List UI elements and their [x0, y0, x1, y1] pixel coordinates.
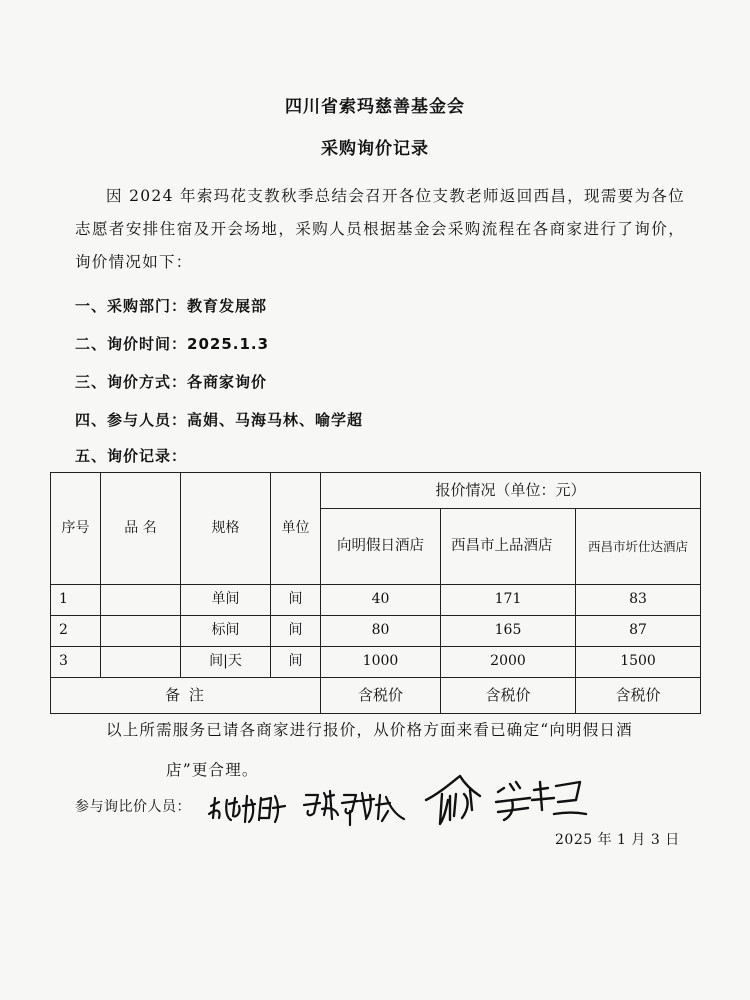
intro-paragraph: 因 2024 年索玛花支教秋季总结会召开各位支教老师返回西昌，现需要为各位志愿者安排住宿及开会场地，采购人员根据基金会采购流程在各商家进行了询价，询价情况如下：	[75, 187, 685, 271]
remark-3: 含税价	[576, 678, 701, 714]
row-name	[101, 585, 181, 616]
table-remarks-row	[51, 678, 701, 714]
signature-gao-juan	[205, 788, 290, 828]
row-name	[101, 616, 181, 647]
participants-label: 参与询比价人员：	[75, 799, 191, 815]
row-price-1: 40	[321, 585, 441, 616]
record-title: 采购询价记录	[321, 139, 429, 159]
vendor-3: 西昌市圻仕达酒店	[576, 509, 701, 585]
row-no: 1	[51, 585, 101, 616]
signature-ma-hai-ma-lin	[300, 785, 410, 830]
item-department-value: 教育发展部	[187, 297, 268, 315]
item-date-value: 2025.1.3	[187, 335, 270, 353]
item-department-label: 一、采购部门：	[75, 297, 188, 315]
row-price-3: 87	[576, 616, 701, 647]
item-records-label: 五、询价记录：	[75, 447, 188, 465]
row-price-2: 171	[441, 585, 576, 616]
table-row	[51, 647, 701, 678]
row-unit: 间	[271, 585, 321, 616]
item-records	[75, 445, 187, 466]
item-participants-value: 高娟、马海马林、喻学超	[187, 411, 364, 429]
col-header-unit: 单位	[271, 473, 321, 585]
table-header-row	[51, 473, 701, 509]
table-row	[51, 616, 701, 647]
row-no: 2	[51, 616, 101, 647]
remarks-label: 备 注	[51, 678, 321, 714]
col-header-price: 报价情况（单位：元）	[321, 473, 701, 509]
row-unit: 间	[271, 616, 321, 647]
col-header-name: 品 名	[101, 473, 181, 585]
table-row	[51, 585, 701, 616]
item-participants-label: 四、参与人员：	[75, 411, 188, 429]
col-header-no: 序号	[51, 473, 101, 585]
conclusion-line-2: 店”更合理。	[166, 761, 259, 779]
row-price-3: 1500	[576, 647, 701, 678]
row-price-1: 80	[321, 616, 441, 647]
item-date-label: 二、询价时间：	[75, 335, 188, 353]
item-method-value: 各商家询价	[187, 373, 268, 391]
conclusion-line-1: 以上所需服务已请各商家进行报价，从价格方面来看已确定“向明假日酒	[106, 721, 633, 739]
row-unit: 间	[271, 647, 321, 678]
item-participants	[75, 409, 363, 430]
item-date	[75, 333, 269, 354]
vendor-1: 向明假日酒店	[321, 509, 441, 585]
item-department	[75, 295, 267, 316]
row-name	[101, 647, 181, 678]
row-spec: 单间	[181, 585, 271, 616]
quote-table	[50, 472, 701, 714]
item-method-label: 三、询价方式：	[75, 373, 188, 391]
row-price-2: 165	[441, 616, 576, 647]
item-method	[75, 371, 267, 392]
org-title: 四川省索玛慈善基金会	[285, 97, 465, 117]
document-date: 2025 年 1 月 3 日	[555, 832, 680, 848]
row-price-2: 2000	[441, 647, 576, 678]
row-no: 3	[51, 647, 101, 678]
row-price-3: 83	[576, 585, 701, 616]
vendor-2: 西昌市上品酒店	[441, 509, 576, 585]
col-header-spec: 规格	[181, 473, 271, 585]
remark-1: 含税价	[321, 678, 441, 714]
remark-2: 含税价	[441, 678, 576, 714]
row-spec: 标间	[181, 616, 271, 647]
row-price-1: 1000	[321, 647, 441, 678]
signature-yu-xue-chao	[420, 770, 590, 835]
row-spec: 间|天	[181, 647, 271, 678]
